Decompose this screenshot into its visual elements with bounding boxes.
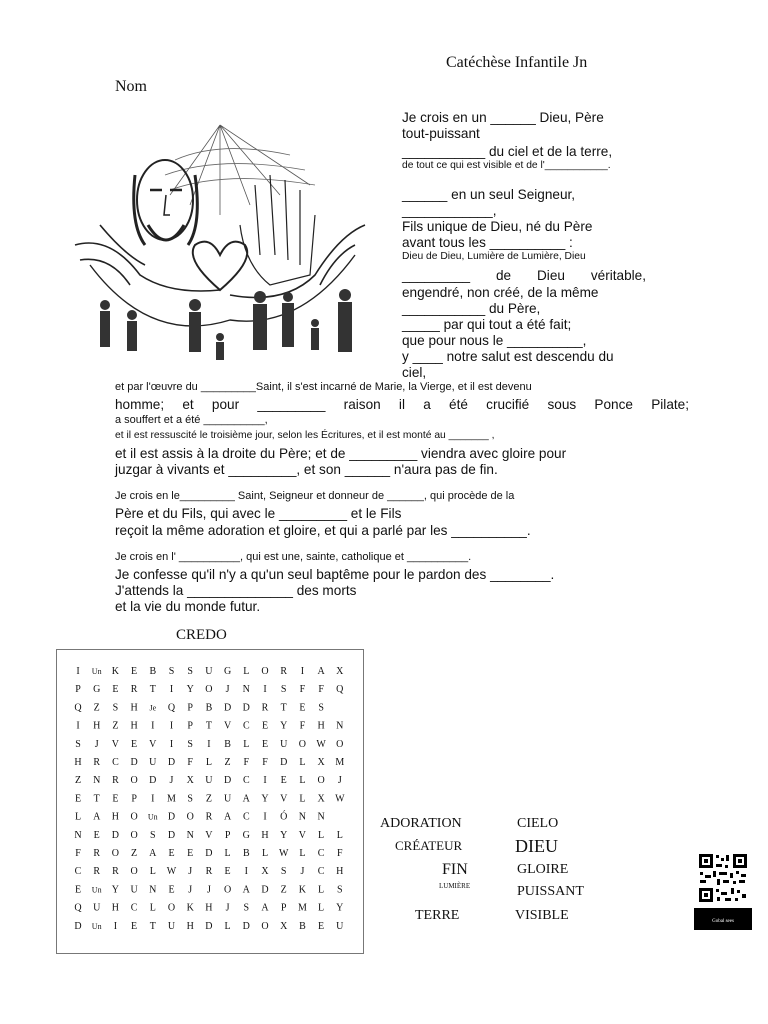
grid-letter[interactable]: V (149, 738, 157, 750)
grid-letter[interactable]: X (186, 775, 194, 787)
grid-letter[interactable]: H (186, 920, 194, 932)
grid-letter[interactable]: P (75, 684, 81, 696)
grid-letter[interactable]: E (299, 702, 306, 714)
text-line-27: Je confesse qu'il n'y a qu'un seul baptême pour le pardon des ________. (115, 567, 555, 582)
grid-letter[interactable]: Y (280, 829, 288, 841)
grid-letter[interactable]: L (243, 666, 250, 677)
grid-letter[interactable]: L (336, 829, 343, 841)
grid-letter[interactable]: J (188, 884, 193, 896)
grid-letter[interactable]: X (280, 920, 288, 932)
grid-letter[interactable]: O (186, 811, 194, 823)
grid-letter[interactable]: L (299, 757, 306, 768)
grid-letter[interactable]: H (261, 829, 269, 841)
grid-letter[interactable]: E (112, 684, 119, 696)
text-line-10: _________ de Dieu véritable, (402, 268, 646, 283)
grid-letter[interactable]: F (75, 848, 81, 859)
grid-letter[interactable]: X (261, 866, 269, 878)
text-line-6: ____________, (402, 203, 497, 218)
grid-letter[interactable]: Z (131, 848, 138, 859)
grid-letter[interactable]: S (75, 738, 81, 750)
grid-letter[interactable]: L (299, 793, 306, 805)
grid-letter[interactable]: C (242, 720, 250, 732)
grid-letter[interactable]: P (187, 720, 193, 732)
grid-letter[interactable]: J (337, 775, 342, 787)
grid-letter[interactable]: V (223, 720, 232, 732)
grid-letter[interactable]: E (318, 920, 325, 932)
grid-letter[interactable]: F (262, 757, 268, 768)
grid-letter[interactable]: K (186, 902, 194, 914)
grid-letter[interactable]: F (299, 720, 306, 732)
grid-letter[interactable]: E (168, 884, 175, 896)
grid-letter[interactable]: D (167, 829, 176, 841)
grid-letter[interactable]: H (317, 720, 325, 732)
grid-letter[interactable]: Y (111, 884, 120, 896)
grid-letter[interactable]: B (205, 702, 213, 714)
grid-letter[interactable]: U (205, 666, 213, 677)
grid-letter[interactable]: B (299, 920, 306, 932)
grid-letter[interactable]: S (280, 684, 287, 696)
text-line-25: reçoit la même adoration et gloire, et qui a parlé par les __________. (115, 523, 531, 538)
grid-letter[interactable]: Y (261, 793, 269, 805)
grid-letter[interactable]: M (167, 793, 176, 805)
grid-letter[interactable]: C (242, 775, 250, 787)
grid-letter[interactable]: H (130, 702, 138, 714)
grid-letter[interactable]: N (298, 811, 307, 823)
grid-letter[interactable]: H (336, 866, 344, 878)
grid-letter[interactable]: N (336, 720, 344, 732)
grid-letter[interactable]: Y (280, 720, 288, 732)
grid-letter[interactable]: S (112, 702, 119, 714)
grid-letter[interactable]: U (336, 920, 344, 932)
grid-letter[interactable]: Je (149, 703, 157, 713)
text-line-17: et par l'œuvre du _________Saint, il s'est incarné de Marie, la Vierge, et il est devenu (115, 381, 532, 393)
word-fin: FIN (442, 861, 468, 878)
grid-letter[interactable]: J (188, 866, 193, 878)
grid-letter[interactable]: Un (147, 812, 158, 822)
grid-letter[interactable]: O (130, 811, 138, 823)
grid-letter[interactable]: N (93, 775, 101, 787)
grid-letter[interactable]: D (167, 757, 176, 768)
grid-letter[interactable]: J (206, 884, 211, 896)
grid-letter[interactable]: I (207, 738, 211, 750)
grid-letter[interactable]: R (205, 866, 213, 878)
grid-letter[interactable]: K (111, 666, 120, 677)
grid-letter[interactable]: Z (93, 702, 100, 714)
grid-letter[interactable]: O (298, 738, 307, 750)
grid-letter[interactable]: F (243, 757, 250, 768)
grid-letter[interactable]: I (169, 684, 174, 696)
word-search-grid[interactable] (56, 649, 364, 954)
grid-letter[interactable]: O (223, 884, 232, 896)
grid-letter[interactable]: L (224, 920, 231, 932)
text-line-19: a souffert et a été __________, (115, 414, 268, 426)
grid-letter[interactable]: Y (186, 684, 194, 696)
grid-letter[interactable]: V (280, 793, 288, 805)
grid-letter[interactable]: D (223, 702, 232, 714)
grid-letter[interactable]: E (280, 775, 287, 787)
grid-letter[interactable]: Z (205, 793, 212, 805)
grid-letter[interactable]: T (205, 720, 212, 732)
grid-letter[interactable]: Ó (280, 811, 288, 823)
word-dieu: DIEU (515, 836, 558, 856)
grid-letter[interactable]: W (166, 866, 177, 878)
text-line-1: Je crois en un ______ Dieu, Père (402, 110, 604, 125)
grid-letter[interactable]: S (168, 666, 175, 677)
grid-letter[interactable]: C (74, 866, 82, 878)
grid-letter[interactable]: R (130, 684, 138, 696)
grid-letter[interactable]: Y (336, 902, 344, 914)
grid-letter[interactable]: J (169, 775, 174, 787)
grid-letter[interactable]: I (300, 666, 305, 677)
grid-letter[interactable]: Q (336, 684, 344, 696)
grid-letter[interactable]: H (111, 902, 120, 914)
grid-letter[interactable]: J (225, 902, 230, 914)
text-line-29: et la vie du monde futur. (115, 599, 261, 614)
text-line-2: tout-puissant (402, 126, 480, 141)
grid-letter[interactable]: A (93, 811, 101, 823)
grid-letter[interactable]: E (74, 793, 82, 805)
grid-letter[interactable]: L (224, 848, 231, 859)
grid-letter[interactable]: V (298, 829, 307, 841)
grid-letter[interactable]: L (318, 829, 325, 841)
grid-letter[interactable]: W (278, 848, 289, 859)
grid-letter[interactable]: N (317, 811, 325, 823)
grid-letter[interactable]: E (93, 829, 100, 841)
text-line-26: Je crois en l' __________, qui est une, sainte, catholique et __________. (115, 551, 472, 563)
grid-letter[interactable]: X (336, 666, 344, 677)
grid-letter[interactable]: I (76, 666, 80, 677)
grid-letter[interactable]: X (317, 757, 325, 768)
text-line-5: ______ en un seul Seigneur, (402, 187, 576, 202)
word-puissant: PUISSANT (517, 884, 584, 899)
grid-letter[interactable]: C (317, 866, 325, 878)
grid-letter[interactable]: L (149, 866, 156, 878)
grid-letter[interactable]: Z (224, 757, 231, 768)
grid-letter[interactable]: C (317, 848, 325, 859)
grid-letter[interactable]: J (94, 738, 99, 750)
text-line-16: ciel, (402, 365, 427, 380)
grid-letter[interactable]: F (318, 684, 324, 696)
grid-letter[interactable]: O (130, 775, 138, 787)
grid-letter[interactable]: A (242, 884, 250, 896)
grid-letter[interactable]: C (130, 902, 138, 914)
grid-letter[interactable]: S (318, 702, 324, 714)
text-line-28: J'attends la ______________ des morts (115, 583, 357, 598)
grid-letter[interactable]: I (169, 738, 174, 750)
grid-letter[interactable]: R (93, 757, 101, 768)
grid-letter[interactable]: P (280, 902, 287, 914)
grid-letter[interactable]: R (112, 866, 119, 878)
grid-letter[interactable]: U (130, 884, 138, 896)
word-terre: TERRE (415, 908, 460, 923)
grid-letter[interactable]: D (223, 775, 232, 787)
text-line-21: et il est assis à la droite du Père; et de _________ viendra avec gloire pour (115, 446, 567, 461)
grid-letter[interactable]: O (111, 848, 120, 859)
grid-letter[interactable]: U (280, 738, 288, 750)
grid-letter[interactable]: T (149, 920, 156, 932)
grid-letter[interactable]: G (223, 666, 232, 677)
grid-letter[interactable]: A (149, 848, 157, 859)
grid-letter[interactable]: E (112, 793, 119, 805)
grid-letter[interactable]: L (243, 738, 250, 750)
grid-letter[interactable]: W (335, 793, 345, 805)
grid-letter[interactable]: R (112, 775, 119, 787)
grid-letter[interactable]: D (261, 884, 269, 896)
grid-letter[interactable]: I (263, 684, 267, 696)
grid-letter[interactable]: E (261, 738, 269, 750)
grid-letter[interactable]: I (263, 811, 267, 823)
text-line-11: engendré, non créé, de la même (402, 285, 599, 300)
grid-letter[interactable]: Z (280, 884, 287, 896)
grid-letter[interactable]: E (131, 920, 138, 932)
grid-letter[interactable]: D (242, 920, 250, 932)
text-line-22: juzgar à vivants et _________, et son ______ n'aura pas de fin. (115, 462, 498, 477)
grid-letter[interactable]: I (263, 775, 267, 787)
grid-letter[interactable]: H (111, 811, 120, 823)
grid-letter[interactable]: S (280, 866, 287, 878)
grid-letter[interactable]: L (205, 757, 212, 768)
grid-letter[interactable]: S (187, 666, 193, 677)
grid-letter[interactable]: T (149, 684, 156, 696)
grid-letter[interactable]: N (74, 829, 82, 841)
grid-letter[interactable]: V (111, 738, 120, 750)
grid-letter[interactable]: T (93, 793, 100, 805)
grid-letter[interactable]: A (242, 793, 250, 805)
word-adoration: ADORATION (380, 816, 462, 831)
grid-letter[interactable]: G (93, 684, 101, 696)
grid-letter[interactable]: Z (74, 775, 82, 787)
grid-letter[interactable]: D (167, 811, 176, 823)
grid-letter[interactable]: S (187, 738, 193, 750)
grid-letter[interactable]: D (280, 757, 288, 768)
text-line-3: ___________ du ciel et de la terre, (402, 144, 613, 159)
grid-letter[interactable]: K (298, 884, 307, 896)
grid-letter[interactable]: L (299, 848, 306, 859)
grid-letter[interactable]: D (130, 757, 138, 768)
grid-letter[interactable]: V (205, 829, 213, 841)
grid-letter[interactable]: H (74, 757, 82, 768)
grid-letter[interactable]: I (76, 720, 80, 732)
text-line-13: _____ par qui tout a été fait; (402, 317, 572, 332)
grid-letter[interactable]: E (131, 738, 138, 750)
text-line-12: ___________ du Père, (402, 301, 541, 316)
grid-letter[interactable]: S (337, 884, 343, 896)
grid-letter[interactable]: D (149, 775, 157, 787)
grid-letter[interactable]: R (261, 702, 269, 714)
grid-letter[interactable]: A (261, 902, 269, 914)
grid-letter[interactable]: E (224, 866, 231, 878)
qr-caption: Gobal sees (712, 919, 734, 924)
grid-letter[interactable]: L (261, 848, 269, 859)
grid-letter[interactable]: B (242, 848, 250, 859)
grid-letter[interactable]: M (335, 757, 345, 768)
grid-letter[interactable]: O (205, 684, 213, 696)
grid-letter[interactable]: N (186, 829, 194, 841)
grid-letter[interactable]: Un (91, 921, 102, 931)
grid-letter[interactable]: N (149, 884, 157, 896)
grid-letter[interactable]: U (223, 793, 232, 805)
word-visible: VISIBLE (515, 908, 569, 923)
grid-letter[interactable]: I (151, 793, 155, 805)
grid-letter[interactable]: Q (167, 702, 176, 714)
header-title: Catéchèse Infantile Jn (446, 54, 588, 71)
grid-letter[interactable]: H (130, 720, 138, 732)
grid-letter[interactable]: N (242, 684, 250, 696)
grid-letter[interactable]: I (169, 720, 174, 732)
grid-letter[interactable]: B (149, 666, 157, 677)
grid-letter[interactable]: L (299, 775, 306, 787)
grid-letter[interactable]: E (168, 848, 175, 859)
name-label: Nom (115, 78, 147, 95)
word-lumiere: LUMIÈRE (439, 882, 471, 890)
text-line-9: Dieu de Dieu, Lumière de Lumière, Dieu (402, 251, 586, 262)
text-line-8: avant tous les __________ : (402, 235, 573, 250)
grid-letter[interactable]: E (187, 848, 194, 859)
grid-letter[interactable]: Z (112, 720, 119, 732)
grid-letter[interactable]: P (187, 702, 193, 714)
text-line-4: de tout ce qui est visible et de l'___________. (402, 160, 611, 171)
text-line-24: Père et du Fils, qui avec le _________ et le Fils (115, 506, 402, 521)
grid-letter[interactable]: O (130, 829, 138, 841)
grid-letter[interactable]: G (242, 829, 250, 841)
grid-letter[interactable]: U (93, 902, 101, 914)
grid-letter[interactable]: P (224, 829, 231, 841)
grid-letter[interactable]: L (74, 811, 82, 823)
grid-letter[interactable]: A (223, 811, 232, 823)
grid-letter[interactable]: B (224, 738, 231, 750)
grid-letter[interactable]: I (113, 920, 118, 932)
word-createur: CRÉATEUR (395, 838, 463, 853)
grid-letter[interactable]: Q (74, 902, 82, 914)
grid-letter[interactable]: O (317, 775, 325, 787)
text-line-23: Je crois en le_________ Saint, Seigneur et donneur de ______, qui procède de la (115, 490, 515, 502)
grid-letter[interactable]: D (205, 848, 213, 859)
grid-letter[interactable]: U (205, 775, 213, 787)
grid-letter[interactable]: R (93, 848, 101, 859)
grid-letter[interactable]: S (150, 829, 156, 841)
grid-letter[interactable]: L (318, 884, 325, 896)
grid-letter[interactable]: L (318, 902, 325, 914)
grid-letter[interactable]: Un (91, 885, 102, 895)
qr-code (693, 852, 753, 932)
text-line-7: Fils unique de Dieu, né du Père (402, 219, 593, 234)
grid-letter[interactable]: F (299, 684, 306, 696)
christ-illustration (70, 115, 370, 377)
text-line-18: homme; et pour _________ raison il a été crucifié sous Ponce Pilate; (115, 397, 689, 412)
grid-letter[interactable]: R (93, 866, 101, 878)
grid-letter[interactable]: Un (91, 667, 102, 676)
text-line-15: y ____ notre salut est descendu du (402, 349, 614, 364)
grid-letter[interactable]: O (261, 666, 269, 677)
grid-letter[interactable]: H (205, 902, 213, 914)
grid-letter[interactable]: T (280, 702, 287, 714)
grid-letter[interactable]: A (317, 666, 325, 677)
grid-letter[interactable]: U (167, 920, 176, 932)
word-cielo: CIELO (517, 816, 559, 831)
grid-letter[interactable]: L (149, 902, 156, 914)
grid-letter[interactable]: U (149, 757, 157, 768)
grid-letter[interactable]: H (93, 720, 101, 732)
grid-letter[interactable]: D (74, 920, 82, 932)
grid-letter[interactable]: X (317, 793, 325, 805)
grid-letter[interactable]: O (261, 920, 269, 932)
grid-letter[interactable]: O (336, 738, 344, 750)
grid-letter[interactable]: F (337, 848, 343, 859)
grid-letter[interactable]: D (242, 702, 250, 714)
grid-letter[interactable]: R (280, 666, 288, 677)
grid-letter[interactable]: D (111, 829, 120, 841)
grid-letter[interactable]: D (205, 920, 213, 932)
grid-letter[interactable]: J (300, 866, 305, 878)
grid-letter[interactable]: E (74, 884, 82, 896)
grid-letter[interactable]: I (151, 720, 155, 732)
grid-letter[interactable]: O (167, 902, 176, 914)
word-gloire: GLOIRE (517, 862, 569, 877)
grid-letter[interactable]: F (187, 757, 193, 768)
grid-letter[interactable]: S (187, 793, 193, 805)
grid-letter[interactable]: Q (74, 702, 82, 714)
grid-letter[interactable]: J (225, 684, 230, 696)
grid-letter[interactable]: S (243, 902, 250, 914)
grid-letter[interactable]: W (316, 738, 326, 750)
grid-letter[interactable]: R (205, 811, 213, 823)
text-line-14: que pour nous le __________, (402, 333, 587, 348)
puzzle-title: CREDO (176, 627, 227, 643)
grid-letter[interactable]: O (130, 866, 138, 878)
grid-letter[interactable]: M (297, 902, 307, 914)
grid-letter[interactable]: E (261, 720, 269, 732)
grid-letter[interactable]: P (131, 793, 137, 805)
grid-letter[interactable]: C (242, 811, 250, 823)
text-line-20: et il est ressuscité le troisième jour, selon les Écritures, et il est monté au _______ , (115, 430, 495, 441)
grid-letter[interactable]: I (244, 866, 248, 878)
grid-letter[interactable]: C (112, 757, 119, 768)
grid-letter[interactable]: E (131, 666, 138, 677)
